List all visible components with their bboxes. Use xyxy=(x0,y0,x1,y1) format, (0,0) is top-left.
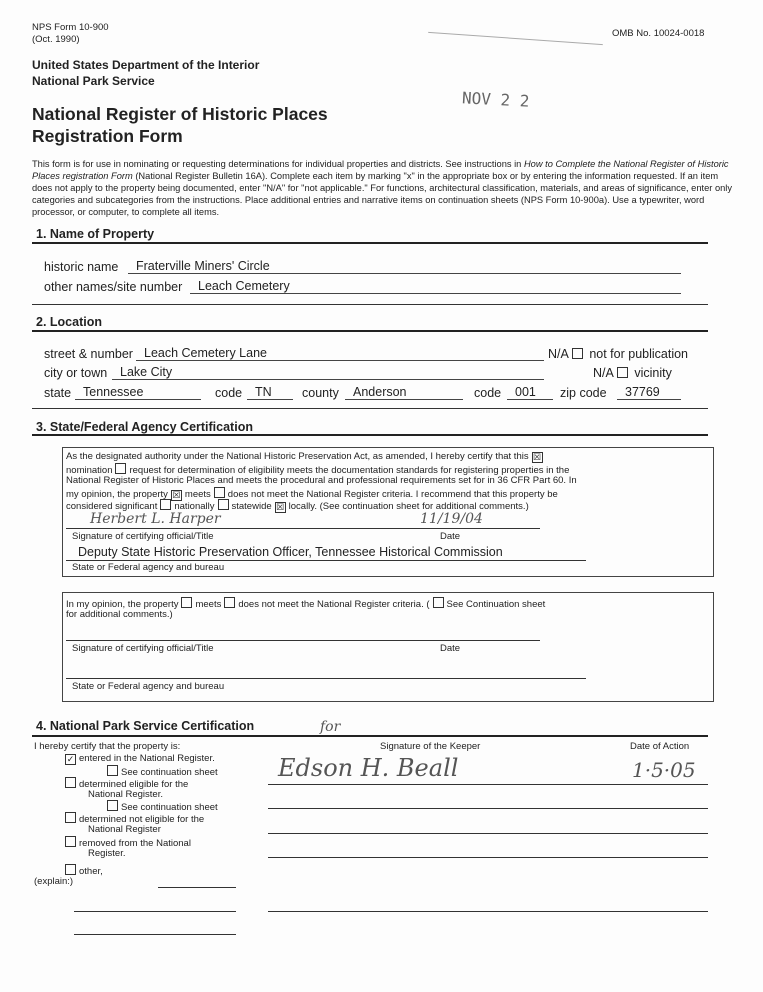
agency-line xyxy=(66,678,586,679)
state-field[interactable]: Tennessee xyxy=(75,385,201,400)
checkbox[interactable] xyxy=(433,597,444,608)
agency-label: State or Federal agency and bureau xyxy=(72,562,225,573)
cert-line-1: As the designated authority under the National Historic Preservation Act, as amended, I hereby certify that this ☒ xyxy=(66,451,542,462)
opinion-line-1: In my opinion, the property meets does not meet the National Register criteria. ( See Continuation sheet xyxy=(66,599,546,610)
date-label: Date xyxy=(440,643,461,654)
historic-name-field[interactable]: Fraterville Miners' Circle xyxy=(128,259,681,274)
explain-line[interactable] xyxy=(74,934,236,935)
other-names-field[interactable]: Leach Cemetery xyxy=(190,279,681,294)
checkbox[interactable] xyxy=(160,499,171,510)
checkbox[interactable] xyxy=(572,348,583,359)
historic-name-label: historic name xyxy=(44,260,119,274)
blank-line xyxy=(268,833,708,834)
divider xyxy=(32,304,708,305)
checkbox[interactable] xyxy=(214,487,225,498)
signature-label: Signature of certifying official/Title xyxy=(72,531,214,542)
section-4-heading: 4. National Park Service Certification xyxy=(36,719,255,733)
county-code-field[interactable]: 001 xyxy=(507,385,553,400)
code-label: code xyxy=(215,386,243,400)
agency-line xyxy=(66,560,586,561)
keeper-label: Signature of the Keeper xyxy=(380,741,481,752)
checkbox[interactable] xyxy=(65,864,76,875)
signature-date: 11/19/04 xyxy=(420,511,483,527)
option-see-sheet-2[interactable]: See continuation sheet xyxy=(104,800,218,813)
form-title: National Register of Historic Places xyxy=(32,104,328,124)
divider xyxy=(32,330,708,332)
section-2-heading: 2. Location xyxy=(36,315,102,329)
cert-line-2: nomination request for determination of eligibility meets the documentation standards for registering properties in the xyxy=(66,465,570,476)
explain-line[interactable] xyxy=(74,911,236,912)
section-1-heading: 1. Name of Property xyxy=(36,227,155,241)
explain-line[interactable] xyxy=(158,887,236,888)
blank-line xyxy=(268,911,708,912)
street-field[interactable]: Leach Cemetery Lane xyxy=(136,346,544,361)
state-label: state xyxy=(44,386,72,400)
option-not-eligible[interactable]: determined not eligible for the xyxy=(62,812,204,825)
stamp-edge xyxy=(428,32,603,45)
option-removed[interactable]: removed from the National xyxy=(62,836,191,849)
department: United States Department of the Interior xyxy=(32,58,260,72)
received-stamp: NOV 2 2 xyxy=(461,88,530,111)
checkbox[interactable] xyxy=(617,367,628,378)
checkbox[interactable] xyxy=(218,499,229,510)
cert-line-4: my opinion, the property ☒ meets does not meet the National Register criteria. I recommend that this property be xyxy=(66,489,558,500)
section-3-heading: 3. State/Federal Agency Certification xyxy=(36,420,253,434)
option-removed-2: Register. xyxy=(88,848,126,859)
agency-label: State or Federal agency and bureau xyxy=(72,681,225,692)
checkbox[interactable] xyxy=(65,777,76,788)
checkbox-checked[interactable]: ☒ xyxy=(172,490,181,500)
signature-label: Signature of certifying official/Title xyxy=(72,643,214,654)
city-label: city or town xyxy=(44,366,108,380)
divider xyxy=(32,408,708,409)
not-for-publication[interactable]: N/A not for publication xyxy=(548,347,689,361)
checkbox[interactable] xyxy=(65,812,76,823)
keeper-signature: Edson H. Beall xyxy=(278,754,459,782)
form-date: (Oct. 1990) xyxy=(32,34,80,45)
intro-paragraph: This form is for use in nominating or requesting determinations for individual properties and districts. See instructions in How to Complete the National Register of Historic Places registration Form (National Register Bulletin 16A). Complete each item by marking "x" in the appropriate box or by entering the information requested. If an item does not apply to the property being documented, enter "N/A" for "not applicable." For functions, architectural classification, materials, and areas of significance, enter only categories and subcategories from the instructions. Place additional entries and narrative items on continuation sheets (NPS Form 10-900a). Use a typewriter, word processor, or computer, to complete all items. xyxy=(32,159,732,217)
option-eligible[interactable]: determined eligible for the xyxy=(62,777,188,790)
opinion-line-2: for additional comments.) xyxy=(66,609,173,620)
checkbox[interactable] xyxy=(107,765,118,776)
vicinity[interactable]: N/A vicinity xyxy=(593,366,672,380)
option-eligible-2: National Register. xyxy=(88,789,163,800)
cert-line-3: National Register of Historic Places and meets the procedural and professional requirements set for in 36 CFR Part 60. In xyxy=(66,475,577,486)
keeper-line xyxy=(268,784,708,785)
date-label: Date xyxy=(440,531,461,542)
divider xyxy=(32,434,708,436)
checkbox[interactable] xyxy=(181,597,192,608)
cert-line-5: considered significant nationally statewide ☒ locally. (See continuation sheet for additional comments.) xyxy=(66,501,529,512)
blank-line xyxy=(268,808,708,809)
checkbox[interactable] xyxy=(107,800,118,811)
other-names-label: other names/site number xyxy=(44,280,183,294)
option-not-eligible-2: National Register xyxy=(88,824,161,835)
agency: National Park Service xyxy=(32,74,155,88)
nps-intro: I hereby certify that the property is: xyxy=(34,741,181,752)
street-label: street & number xyxy=(44,347,133,361)
checkbox-checked[interactable]: ☒ xyxy=(533,452,542,462)
zip-field[interactable]: 37769 xyxy=(617,385,681,400)
form-number: NPS Form 10-900 xyxy=(32,22,109,33)
checkbox[interactable] xyxy=(224,597,235,608)
city-field[interactable]: Lake City xyxy=(112,365,544,380)
option-entered[interactable]: ✓ entered in the National Register. xyxy=(66,753,215,764)
county-field[interactable]: Anderson xyxy=(345,385,463,400)
checkbox-checked[interactable]: ✓ xyxy=(66,754,75,764)
state-code-field[interactable]: TN xyxy=(247,385,293,400)
checkbox[interactable] xyxy=(65,836,76,847)
option-see-sheet-1[interactable]: See continuation sheet xyxy=(104,765,218,778)
county-code-label: code xyxy=(474,386,502,400)
divider xyxy=(32,242,708,244)
explain-label: (explain:) xyxy=(34,876,74,887)
signature-line xyxy=(66,528,540,529)
form-subtitle: Registration Form xyxy=(32,126,183,146)
agency-value: Deputy State Historic Preservation Officer, Tennessee Historical Commission xyxy=(78,545,503,559)
blank-line xyxy=(268,857,708,858)
checkbox-checked[interactable]: ☒ xyxy=(276,502,285,512)
omb-number: OMB No. 10024-0018 xyxy=(612,28,705,39)
county-label: county xyxy=(302,386,339,400)
action-date: 1·5·05 xyxy=(632,758,696,782)
zip-label: zip code xyxy=(560,386,607,400)
checkbox[interactable] xyxy=(115,463,126,474)
divider xyxy=(32,735,708,737)
option-other[interactable]: other, xyxy=(62,864,103,877)
signature-line xyxy=(66,640,540,641)
date-of-action-label: Date of Action xyxy=(630,741,690,752)
official-signature: Herbert L. Harper xyxy=(90,511,221,527)
for-annotation: for xyxy=(320,719,341,735)
